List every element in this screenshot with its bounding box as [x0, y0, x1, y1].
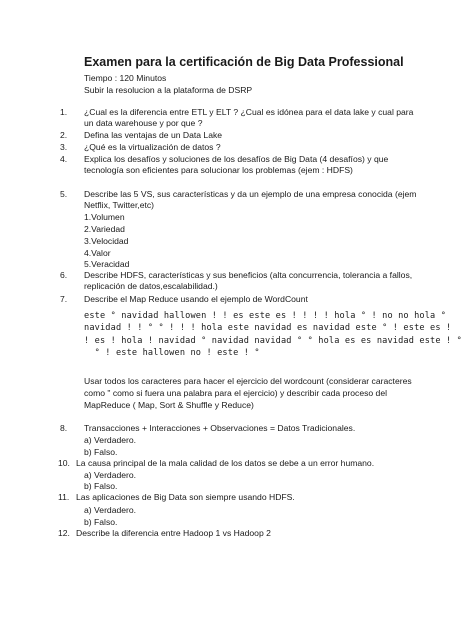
wordcount-instruction-line: Usar todos los caracteres para hacer el ejercicio del wordcount (considerar caracteres — [84, 376, 412, 386]
question-4-line-1: Explica los desafíos y soluciones de los desafíos de Big Data (4 desafíos) y que — [84, 154, 389, 164]
question-number: 1. — [60, 107, 68, 117]
vs-item: 1.Volumen — [84, 212, 125, 222]
option-true: a) Verdadero. — [84, 435, 137, 445]
question-5-line-2: Netflix, Twitter,etc) — [84, 200, 155, 210]
question-number: 12. — [58, 528, 70, 538]
question-12: Describe la diferencia entre Hadoop 1 vs Hadoop 2 — [76, 528, 271, 538]
question-number: 5. — [60, 189, 68, 199]
option-false: b) Falso. — [84, 481, 118, 491]
question-2: Defina las ventajas de un Data Lake — [84, 130, 223, 140]
vs-item: 5.Veracidad — [84, 259, 130, 269]
option-false: b) Falso. — [84, 447, 118, 457]
option-true: a) Verdadero. — [84, 505, 137, 515]
question-7: Describe el Map Reduce usando el ejemplo de WordCount — [84, 294, 308, 304]
code-line: navidad ! ! ° ° ! ! ! hola este navidad es navidad este ° ! este es ! — [84, 323, 452, 334]
time-limit: Tiempo : 120 Minutos — [84, 73, 167, 83]
code-line: ! es ! hola ! navidad ° navidad navidad ° ° hola es es navidad este ! ° — [84, 335, 462, 346]
question-1-line-2: un data warehouse y por que ? — [84, 118, 203, 128]
vs-item: 4.Valor — [84, 248, 111, 258]
question-11: Las aplicaciones de Big Data son siempre usando HDFS. — [76, 492, 295, 502]
option-false: b) Falso. — [84, 517, 118, 527]
question-number: 3. — [60, 142, 68, 152]
question-6-line-1: Describe HDFS, características y sus beneficios (alta concurrencia, tolerancia a fallos, — [84, 270, 413, 280]
code-line: ° ! este hallowen no ! este ! ° — [84, 348, 260, 359]
question-3: ¿Qué es la virtualización de datos ? — [84, 142, 221, 152]
wordcount-instruction-line: como " como si fuera una palabra para el ejercicio) y describir cada proceso del — [84, 388, 388, 398]
wordcount-sample-text — [84, 310, 468, 360]
vs-item: 2.Variedad — [84, 224, 125, 234]
code-line: este ° navidad hallowen ! ! es este es ! ! ! ! hola ° ! no no hola ° — [84, 311, 447, 321]
page-title: Examen para la certificación de Big Data Professional — [84, 55, 404, 69]
question-1-line-1: ¿Cual es la diferencia entre ETL y ELT ? ¿Cual es idónea para el data lake y cual para — [84, 107, 414, 117]
vs-item: 3.Velocidad — [84, 236, 129, 246]
question-number: 2. — [60, 130, 68, 140]
question-number: 11. — [58, 492, 70, 502]
question-5-line-1: Describe las 5 VS, sus características y da un ejemplo de una empresa conocida (ejem — [84, 189, 417, 199]
question-number: 4. — [60, 154, 68, 164]
question-number: 6. — [60, 270, 68, 280]
question-8: Transacciones + Interacciones + Observaciones = Datos Tradicionales. — [84, 423, 356, 433]
question-10: La causa principal de la mala calidad de los datos se debe a un error humano. — [76, 458, 375, 468]
option-true: a) Verdadero. — [84, 470, 137, 480]
question-number: 7. — [60, 294, 68, 304]
wordcount-instruction-line: MapReduce ( Map, Sort & Shuffle y Reduce) — [84, 400, 254, 410]
upload-instruction: Subir la resolucion a la plataforma de DSRP — [84, 85, 253, 95]
question-number: 10. — [58, 458, 70, 468]
question-4-line-2: tecnología son eficientes para solucionar los problemas (ejem : HDFS) — [84, 165, 353, 175]
question-number: 8. — [60, 423, 68, 433]
question-6-line-2: replicación de datos,escalabilidad.) — [84, 281, 218, 291]
